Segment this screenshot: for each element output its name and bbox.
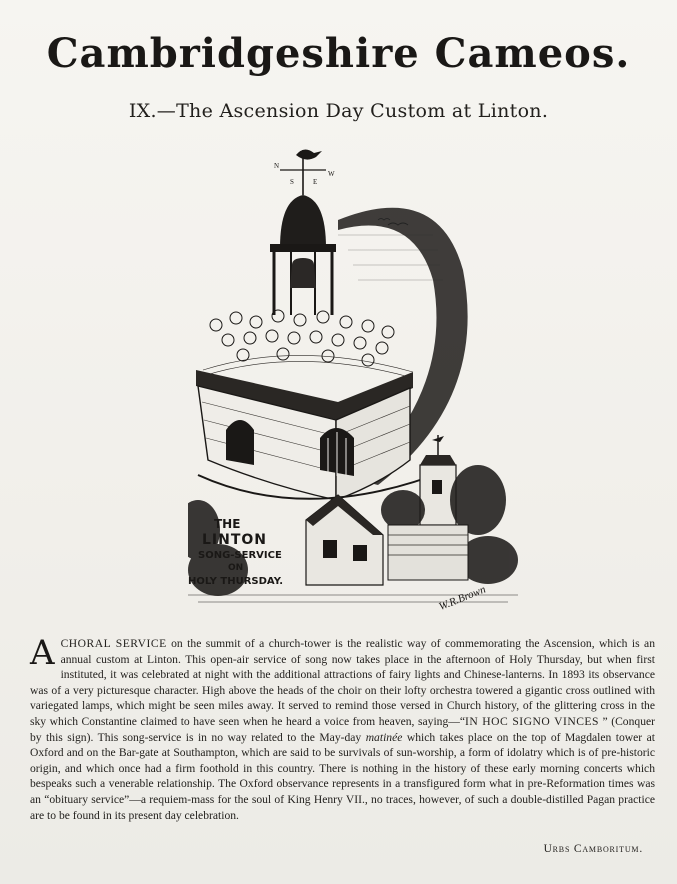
caption-line: HOLY THURSDAY. [188,576,284,587]
article-subtitle: IX.—The Ascension Day Custom at Linton. [128,100,549,122]
drop-cap: A [30,633,55,673]
linton-tower-engraving [188,140,528,620]
artist-signature: W.R.Brown [437,583,488,614]
vane-letter: W [328,170,335,178]
caption-line: LINTON [202,532,268,548]
vane-letter: S [290,178,294,186]
vane-letter: N [274,162,280,170]
bell-cupola-icon [270,195,336,315]
italic-word: matinée [365,730,403,744]
article-text-part2: ” (Conquer by this sign). This song-service is in no way related to the May-day [30,714,655,744]
latin-motto: IN HOC SIGNO VINCES [465,714,599,728]
opening-words: CHORAL SERVICE [60,637,167,650]
caption-line: THE [214,517,241,531]
article-text-part1: on the summit of a church-tower is the realistic way of commemorating the Ascension, which is an annual custom at Linton. This open-air service of song now takes place in the afternoon of Holy Thursday, but when first instituted, it was celebrated at night with the additional attractions of fairy lights and Chinese-lanterns. In 1893 its observance was of a very picturesque character. High above the heads of the choir on their lofty orchestra towered a gigantic cross outlined with variegated lamps, which might be seen miles away. It served to remind those versed in Church history, of the glittering cross in the sky which Constantine claimed to have seen when he heard a voice from heaven, saying—“ [30,637,655,728]
author-signature: Urbs Camboritum. [543,843,643,855]
weather-vane-icon [274,149,335,195]
church-tower [196,370,413,500]
article-body [30,633,655,823]
caption-line: ON [228,563,244,573]
distant-church [420,435,456,525]
page-title: Cambridgeshire Cameos. [46,30,631,77]
choir-group [210,310,394,366]
caption-line: SONG-SERVICE [198,550,282,561]
article-text-part3: which takes place on the top of Magdalen tower at Oxford and on the Bar-gate at Southampton, which are said to be survivals of sun-worship, a form of idolatry which is of pre-historic origin, and which once had a firm foothold in this country. There is nothing in the history of these early morning concerts which bespeaks such a venerable relationship. The Oxford observance represents in a transfigured form what in pre-Reformation times was an “obituary service”—a requiem-mass for the soul of King Henry VII., no traces, however, of such a double-distilled Pagan practice are to be found in its present day celebration. [30,730,655,822]
vane-letter: E [313,178,318,186]
